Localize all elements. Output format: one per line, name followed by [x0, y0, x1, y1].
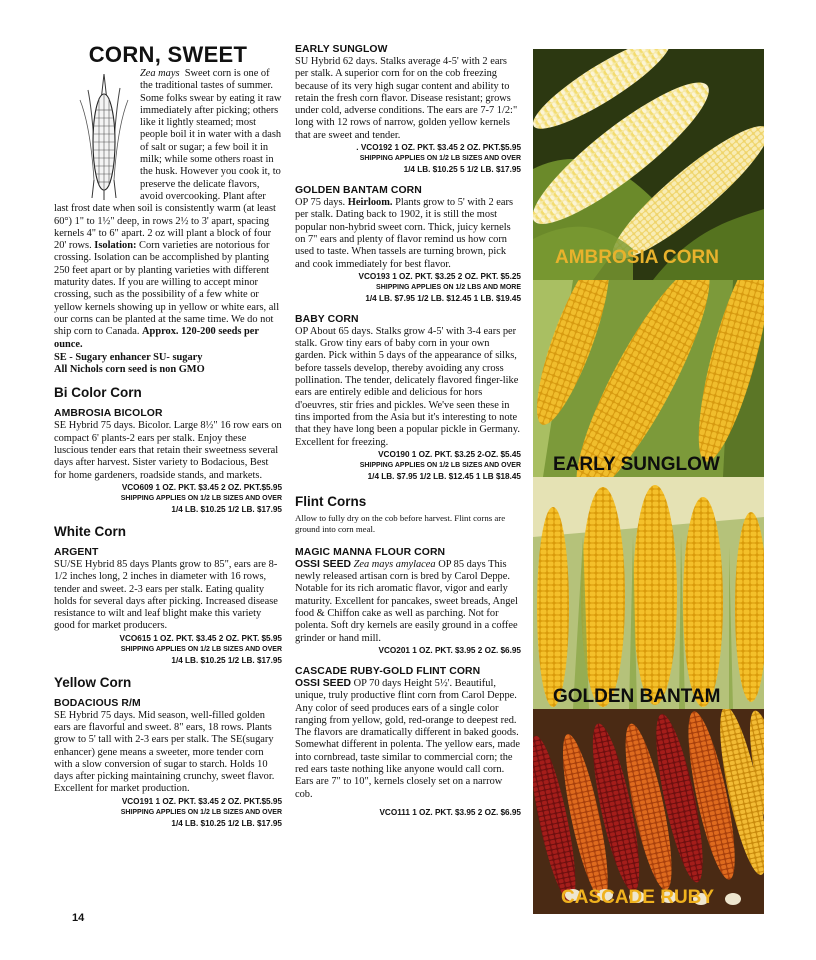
price-line: 1/4 LB. $7.95 1/2 LB. $12.45 1 LB $18.45	[367, 471, 521, 481]
golden-bantam-photo	[533, 477, 764, 709]
variety-name: GOLDEN BANTAM CORN	[295, 185, 422, 197]
heirloom-tag: Heirloom.	[347, 197, 393, 209]
section-heading-flint: Flint Corns	[295, 493, 367, 509]
legend-text: SE - Sugary enhancer SU- sugary	[54, 351, 203, 363]
variety-desc: OP About 65 days. Stalks grow 4-5' with 3-4 ears per stalk. Grow tiny ears of baby corn in your own garden. Pick within 5 days of the appearance of silks, before tassels develop, thereby avoiding any cross pollination. The tender, delicately flavored finger-like ears are entirely edible and delicious for hors d'oeuvres, stir fries and pickles. We've seen these in tins imported from the Asia but it's interesting to note that they have long been a popular pickle in Germany. Excellent for freezing.	[295, 325, 520, 448]
price-line: 1/4 LB. $10.25 5 1/2 LB. $17.95	[403, 165, 521, 175]
gmo-text: All Nichols corn seed is non GMO	[54, 364, 205, 376]
price-line: VCO190 1 OZ. PKT. $3.25 2-OZ. $5.45	[378, 449, 521, 459]
variety-latin: Zea mays amylacea	[353, 558, 436, 570]
early-sunglow-photo	[533, 280, 764, 477]
golden-bantam-image	[533, 477, 764, 709]
intro-latin: Zea mays	[140, 68, 180, 79]
variety-desc: SE Hybrid 75 days. Bicolor. Large 8½" 16 row ears on compact 6' plants-2 ears per stalk. Enjoy these luscious tender ears that retain their sweetness several days after harvest. Sister variety to Bodacious, Best for home gardeners, roadside stands, and markets.	[54, 420, 282, 481]
ambrosia-corn-image	[533, 49, 764, 280]
left-column	[54, 42, 282, 829]
ossi-seed-tag: OSSI SEED	[295, 677, 352, 689]
price-line: VCO609 1 OZ. PKT. $3.45 2 OZ. PKT.$5.95	[121, 482, 282, 492]
shipping-note: SHIPPING APPLIES ON 1/2 LB SIZES AND OVER	[359, 155, 521, 163]
price-line: 1/4 LB. $10.25 1/2 LB. $17.95	[171, 655, 282, 665]
intro-body-b: Corn varieties are notorious for crossing. Isolation can be accomplished by planting 250 feet apart or by planting varieties with different maturity dates. If you are willing to accept minor crossing, such as the possibility of a few white or yellow kernels showing up in yellow or white ears, all our corns can be planted at the same time. We do not ship corn to Canada.	[54, 240, 280, 338]
price-line: . VCO192 1 OZ. PKT. $3.45 2 OZ. PKT.$5.95	[356, 143, 521, 153]
isolation-label: Isolation:	[94, 240, 137, 252]
variety-name: BABY CORN	[295, 313, 359, 325]
cascade-ruby-image	[533, 709, 764, 914]
variety-desc: SE Hybrid 75 days. Mid season, well-filled golden ears are flavorful and sweet. 8" ears, 18 rows. Plants grow to 5' tall with 2-3 ears per stalk. The SE(sugary enhancer) gene means a sweeter, more tender corn with a slow conversion of sugar to starch. Holds 10 days after picking maintaining crunchy, sweet flavor. Excellent for market production.	[54, 709, 275, 795]
price-line: 1/4 LB. $10.25 1/2 LB. $17.95	[171, 818, 282, 828]
variety-desc-text: OP 70 days Height 5½'. Beautiful, unique, truly productive flint corn from Carol Deppe. Any color of seed produces ears of a single color ranging from yellow, gold, red-orange to deepest red. The flavors are dramatically different in baked goods. Somewhat different in polenta. The yellow ears, made into cornbread, taste similar to commercial corn; the red ears taste nothing like anyone would call corn. Ears are 7" to 10", kernels closely set on a narrow cob.	[295, 677, 520, 800]
variety-name: ARGENT	[54, 546, 99, 558]
corn-ear-sketch-icon	[74, 70, 134, 200]
photo-label: AMBROSIA CORN	[555, 247, 719, 268]
variety-name: BODACIOUS R/M	[54, 697, 141, 709]
variety-desc	[295, 197, 521, 271]
ossi-seed-tag: OSSI SEED	[295, 558, 352, 570]
photo-label: EARLY SUNGLOW	[553, 454, 720, 475]
middle-column	[295, 44, 521, 818]
price-line: VCO615 1 OZ. PKT. $3.45 2 OZ. PKT. $5.95	[119, 633, 282, 643]
variety-desc	[295, 678, 521, 801]
shipping-note: SHIPPING APPLIES ON 1/2 LB SIZES AND OVER	[120, 645, 282, 653]
variety-op: OP 75 days.	[295, 197, 346, 209]
page-number: 14	[72, 912, 85, 924]
section-heading-white: White Corn	[54, 523, 126, 539]
variety-name: CASCADE RUBY-GOLD FLINT CORN	[295, 665, 481, 677]
intro-text	[54, 68, 282, 351]
cascade-ruby-photo	[533, 709, 764, 914]
price-line: VCO193 1 OZ. PKT. $3.25 2 OZ. PKT. $5.25	[358, 271, 521, 281]
variety-desc-text: Plants grow to 5' with 2 ears per stalk. Dating back to 1902, it is still the most popular non-hybrid sweet corn. Thick, juicy kernels on 7" ears and plenty of flavor remind us how corn used to taste. When tassels are turning brown, pick and cook immediately for best flavor.	[295, 197, 513, 270]
intro-body-a: Sweet corn is one of the traditional tastes of summer. Some folks swear by eating it raw immediately after picking; others like it lightly steamed; most people boil it in water with a dash of salt or sugar; a few boil it in milk; while some others roast in the husk. However you cook it, to preserve the delicate flavors, avoid overcooking. Plant after last frost date when soil is consistently warm (at least 60°) 1" to 1½" deep, in rows 2½ to 3' apart, spacing kernels 4" to 6" apart. 2 oz will plant a block of four 20' rows.	[54, 68, 282, 252]
shipping-note: SHIPPING APPLIES ON 1/2 LB SIZES AND OVER	[120, 808, 282, 816]
shipping-note: SHIPPING APPLIES ON 1/2 LBS AND MORE	[376, 283, 521, 291]
flint-note: Allow to fully dry on the cob before harvest. Flint corns are ground into corn meal.	[295, 512, 506, 534]
shipping-note: SHIPPING APPLIES ON 1/2 LB SIZES AND OVER	[359, 461, 521, 469]
price-line: VCO201 1 OZ. PKT. $3.95 2 OZ. $6.95	[378, 645, 521, 655]
photo-label: GOLDEN BANTAM	[553, 686, 721, 707]
variety-desc	[295, 559, 521, 645]
approx-seeds: Approx. 120-200 seeds per ounce.	[54, 326, 259, 350]
ambrosia-corn-photo	[533, 49, 764, 280]
photo-column	[533, 49, 764, 914]
variety-name: EARLY SUNGLOW	[295, 44, 388, 55]
variety-desc-text: OP 85 days This newly released artisan corn is bred by Carol Deppe. Notable for its rich aromatic flavor, vigor and early maturity. Excellent for pancakes, sweet breads, Angel food & Chiffon cake as well as parching. Not for polenta. Soft dry kernels are easily ground in a coffee grinder or hand mill.	[295, 558, 518, 644]
shipping-note: SHIPPING APPLIES ON 1/2 LB SIZES AND OVER	[120, 494, 282, 502]
price-line: 1/4 LB. $10.25 1/2 LB. $17.95	[171, 504, 282, 514]
section-heading-bicolor: Bi Color Corn	[54, 385, 142, 401]
price-line: VCO191 1 OZ. PKT. $3.45 2 OZ. PKT.$5.95	[121, 796, 282, 806]
price-line: 1/4 LB. $7.95 1/2 LB. $12.45 1 LB. $19.45	[365, 293, 521, 303]
variety-name: AMBROSIA BICOLOR	[54, 408, 163, 420]
page-title: CORN, SWEET	[88, 42, 248, 67]
variety-desc: SU Hybrid 62 days. Stalks average 4-5' with 2 ears per stalk. A superior corn for on the cob freezing because of its very high sugar content and ability to retain the fresh corn flavor. Disease resistant; grows under cold, adverse conditions. The ears are 7-7 1/2:" long with 12 rows of narrow, golden yellow kernels that are sweet and tender.	[295, 56, 518, 141]
variety-desc: SU/SE Hybrid 85 days Plants grow to 85", ears are 8-1/2 inches long, 2 inches in diameter with 16 rows, tender and sweet. 2-3 ears per stalk. Eating quality holds for several days after picking. Increased disease resistance to wilt and leaf blight make this variety good for market producers.	[54, 558, 278, 632]
early-sunglow-image	[533, 280, 764, 477]
price-line: VCO111 1 OZ. PKT. $3.95 2 OZ. $6.95	[379, 807, 521, 817]
photo-label: CASCADE RUBY	[561, 887, 715, 908]
variety-name: MAGIC MANNA FLOUR CORN	[295, 546, 446, 558]
section-heading-yellow: Yellow Corn	[54, 674, 132, 690]
